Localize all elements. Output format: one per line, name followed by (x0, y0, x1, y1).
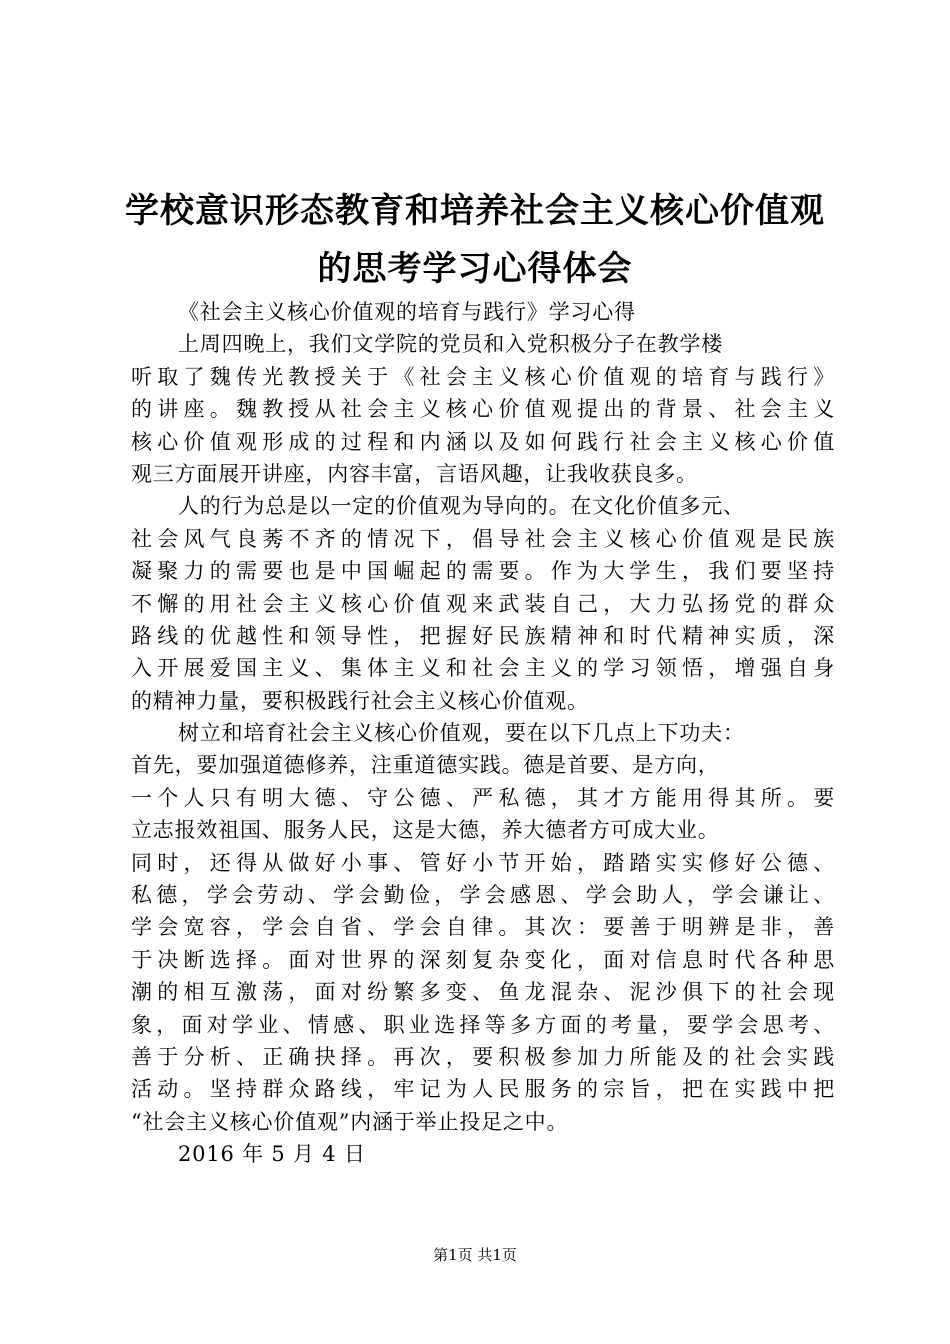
body-line: 一个人只有明大德、守公德、严私德，其才方能用得其所。要 (131, 785, 835, 810)
document-body (131, 296, 835, 1171)
document-title-line-1: 学校意识形态教育和培养社会主义核心价值观 (125, 191, 825, 231)
document-date: 2016 年 5 月 4 日 (178, 1142, 366, 1167)
document-title-line-2: 的思考学习心得体会 (317, 249, 633, 289)
body-line: 象，面对学业、情感、职业选择等多方面的考量，要学会思考、 (131, 1012, 835, 1037)
body-line: 社会风气良莠不齐的情况下，倡导社会主义核心价值观是民族 (131, 526, 835, 551)
body-line: 听取了魏传光教授关于《社会主义核心价值观的培育与践行》 (131, 364, 835, 389)
body-line: 学会宽容，学会自省、学会自律。其次：要善于明辨是非，善 (131, 915, 835, 940)
body-line: 观三方面展开讲座，内容丰富，言语风趣，让我收获良多。 (131, 461, 698, 486)
body-line: 首先，要加强道德修养，注重道德实践。德是首要、是方向， (131, 753, 720, 778)
body-line: 潮的相互激荡，面对纷繁多变、鱼龙混杂、泥沙俱下的社会现 (131, 980, 835, 1005)
body-line: 凝聚力的需要也是中国崛起的需要。作为大学生，我们要坚持 (131, 559, 835, 584)
body-line: 活动。坚持群众路线，牢记为人民服务的宗旨，把在实践中把 (131, 1077, 835, 1102)
body-line: 不懈的用社会主义核心价值观来武装自己，大力弘扬党的群众 (131, 591, 835, 616)
body-line: 善于分析、正确抉择。再次，要积极参加力所能及的社会实践 (131, 1044, 835, 1069)
body-line: 人的行为总是以一定的价值观为导向的。在文化价值多元、 (178, 494, 745, 519)
body-line: 立志报效祖国、服务人民，这是大德，养大德者方可成大业。 (131, 818, 720, 843)
body-line: 的讲座。魏教授从社会主义核心价值观提出的背景、社会主义 (131, 397, 835, 422)
body-line: 上周四晚上，我们文学院的党员和入党积极分子在教学楼 (178, 332, 723, 357)
body-line: 入开展爱国主义、集体主义和社会主义的学习领悟，增强自身 (131, 656, 835, 681)
body-line: 同时，还得从做好小事、管好小节开始，踏踏实实修好公德、 (131, 850, 835, 875)
body-line: 《社会主义核心价值观的培育与践行》学习心得 (178, 300, 636, 324)
body-line: 的精神力量，要积极践行社会主义核心价值观。 (131, 688, 589, 713)
body-line: “社会主义核心价值观”内涵于举止投足之中。 (131, 1109, 569, 1134)
body-line: 于决断选择。面对世界的深刻复杂变化，面对信息时代各种思 (131, 947, 835, 972)
body-line: 核心价值观形成的过程和内涵以及如何践行社会主义核心价值 (131, 429, 835, 454)
page-number-footer: 第1页 共1页 (433, 1246, 517, 1264)
body-line: 私德，学会劳动、学会勤俭，学会感恩、学会助人，学会谦让、 (131, 883, 835, 908)
body-line: 树立和培育社会主义核心价值观，要在以下几点上下功夫： (178, 721, 745, 746)
body-line: 路线的优越性和领导性，把握好民族精神和时代精神实质，深 (131, 623, 835, 648)
